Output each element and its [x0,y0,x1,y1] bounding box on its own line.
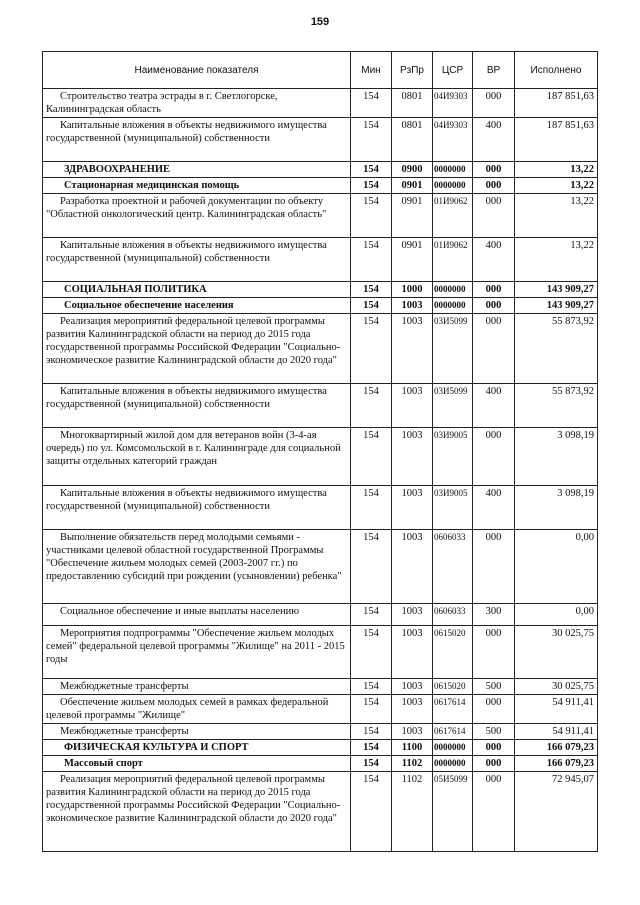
cell-csr: 0617614 [433,695,473,724]
cell-min: 154 [351,530,392,604]
cell-csr: 0000000 [433,740,473,756]
cell-rzpr: 1102 [392,756,433,772]
cell-csr: 01И9062 [433,238,473,282]
cell-min: 154 [351,384,392,428]
table-row [43,118,598,162]
cell-done: 13,22 [515,238,598,282]
cell-done: 166 079,23 [515,756,598,772]
cell-rzpr: 0801 [392,89,433,118]
cell-vr: 000 [473,626,515,679]
cell-rzpr: 1003 [392,384,433,428]
cell-name: Реализация мероприятий федеральной целевой программы развития Калининградской области на период до 2015 года государственной программы Российской Федерации "Социально-экономическое развитие Калининградской области до 2020 года" [43,772,351,852]
cell-rzpr: 0901 [392,194,433,238]
cell-csr: 0615020 [433,626,473,679]
table-row [43,740,598,756]
cell-done: 72 945,07 [515,772,598,852]
cell-vr: 500 [473,724,515,740]
cell-rzpr: 1003 [392,679,433,695]
cell-vr: 000 [473,89,515,118]
cell-vr: 400 [473,384,515,428]
cell-csr: 05И5099 [433,772,473,852]
cell-done: 0,00 [515,530,598,604]
cell-done: 187 851,63 [515,118,598,162]
cell-vr: 000 [473,178,515,194]
cell-csr: 04И9303 [433,89,473,118]
table-row [43,194,598,238]
cell-csr: 0000000 [433,298,473,314]
cell-rzpr: 1003 [392,530,433,604]
cell-name: Социальное обеспечение и иные выплаты населению [43,604,351,626]
cell-min: 154 [351,756,392,772]
cell-name: Капитальные вложения в объекты недвижимого имущества государственной (муниципальной) собственности [43,238,351,282]
cell-vr: 000 [473,298,515,314]
table-header-row [43,52,598,89]
cell-min: 154 [351,486,392,530]
cell-rzpr: 1003 [392,695,433,724]
cell-vr: 000 [473,740,515,756]
cell-vr: 400 [473,238,515,282]
cell-min: 154 [351,428,392,486]
table-row [43,314,598,384]
cell-name: Обеспечение жильем молодых семей в рамках федеральной целевой программы "Жилище" [43,695,351,724]
table-row [43,679,598,695]
cell-min: 154 [351,314,392,384]
cell-min: 154 [351,626,392,679]
cell-vr: 000 [473,162,515,178]
cell-min: 154 [351,724,392,740]
table-row [43,89,598,118]
cell-name: Выполнение обязательств перед молодыми семьями - участниками целевой областной государственной Программы "Обеспечение жильем молодых семей (2003-2007 гг.) по предоставлению субсидий при рождении (усыновлении) ребенка" [43,530,351,604]
cell-name: Массовый спорт [43,756,351,772]
cell-min: 154 [351,89,392,118]
cell-rzpr: 0901 [392,178,433,194]
cell-done: 54 911,41 [515,724,598,740]
cell-name: Капитальные вложения в объекты недвижимого имущества государственной (муниципальной) собственности [43,384,351,428]
cell-csr: 0000000 [433,282,473,298]
cell-done: 30 025,75 [515,626,598,679]
cell-vr: 000 [473,428,515,486]
table-row [43,772,598,852]
cell-rzpr: 1100 [392,740,433,756]
cell-name: Межбюджетные трансферты [43,724,351,740]
table-row [43,695,598,724]
cell-vr: 000 [473,695,515,724]
cell-name: Реализация мероприятий федеральной целевой программы развития Калининградской области на период до 2015 года государственной программы Российской Федерации "Социально-экономическое развитие Калининградской области до 2020 года" [43,314,351,384]
cell-done: 54 911,41 [515,695,598,724]
cell-csr: 03И5099 [433,384,473,428]
cell-name: Стационарная медицинская помощь [43,178,351,194]
cell-min: 154 [351,162,392,178]
cell-vr: 000 [473,282,515,298]
cell-min: 154 [351,178,392,194]
cell-name: Межбюджетные трансферты [43,679,351,695]
cell-name: Капитальные вложения в объекты недвижимого имущества государственной (муниципальной) собственности [43,486,351,530]
cell-vr: 500 [473,679,515,695]
cell-name: Разработка проектной и рабочей документации по объекту "Областной онкологический центр. Калининградская область" [43,194,351,238]
cell-csr: 03И5099 [433,314,473,384]
cell-rzpr: 1102 [392,772,433,852]
cell-min: 154 [351,282,392,298]
header-done: Исполнено [515,52,598,89]
cell-vr: 000 [473,194,515,238]
cell-rzpr: 1003 [392,486,433,530]
header-rzpr: РзПр [392,52,433,89]
cell-csr: 0617614 [433,724,473,740]
cell-rzpr: 1003 [392,626,433,679]
cell-name: Строительство театра эстрады в г. Светлогорске, Калининградская область [43,89,351,118]
cell-min: 154 [351,740,392,756]
cell-name: Капитальные вложения в объекты недвижимого имущества государственной (муниципальной) собственности [43,118,351,162]
cell-name: Многоквартирный жилой дом для ветеранов войн (3-4-ая очередь) по ул. Комсомольской в г. Калининграде для социальной защиты отдельных категорий граждан [43,428,351,486]
cell-csr: 03И9005 [433,486,473,530]
cell-csr: 03И9005 [433,428,473,486]
table-row [43,530,598,604]
cell-done: 187 851,63 [515,89,598,118]
cell-min: 154 [351,238,392,282]
cell-min: 154 [351,695,392,724]
cell-done: 13,22 [515,162,598,178]
header-csr: ЦСР [433,52,473,89]
cell-vr: 300 [473,604,515,626]
cell-done: 13,22 [515,178,598,194]
cell-rzpr: 0801 [392,118,433,162]
cell-name: Мероприятия подпрограммы "Обеспечение жильем молодых семей" федеральной целевой программы "Жилище" на 2011 - 2015 годы [43,626,351,679]
cell-done: 13,22 [515,194,598,238]
cell-vr: 000 [473,772,515,852]
cell-csr: 04И9303 [433,118,473,162]
cell-name: Социальное обеспечение населения [43,298,351,314]
cell-rzpr: 0900 [392,162,433,178]
cell-done: 3 098,19 [515,486,598,530]
cell-vr: 400 [473,486,515,530]
table-row [43,384,598,428]
table-row [43,298,598,314]
table-row [43,162,598,178]
header-min: Мин [351,52,392,89]
cell-csr: 0000000 [433,178,473,194]
cell-done: 3 098,19 [515,428,598,486]
table-row [43,178,598,194]
cell-min: 154 [351,298,392,314]
cell-rzpr: 1003 [392,314,433,384]
cell-vr: 000 [473,530,515,604]
table-row [43,486,598,530]
cell-csr: 01И9062 [433,194,473,238]
cell-done: 143 909,27 [515,282,598,298]
cell-csr: 0000000 [433,756,473,772]
cell-rzpr: 1003 [392,724,433,740]
table-body [43,89,598,852]
cell-rzpr: 1003 [392,298,433,314]
table-row [43,428,598,486]
cell-name: ФИЗИЧЕСКАЯ КУЛЬТУРА И СПОРТ [43,740,351,756]
cell-min: 154 [351,772,392,852]
cell-rzpr: 0901 [392,238,433,282]
cell-done: 0,00 [515,604,598,626]
cell-done: 143 909,27 [515,298,598,314]
cell-done: 55 873,92 [515,384,598,428]
cell-csr: 0606033 [433,530,473,604]
cell-name: ЗДРАВООХРАНЕНИЕ [43,162,351,178]
table-row [43,756,598,772]
budget-table [42,51,598,852]
table-row [43,724,598,740]
header-name: Наименование показателя [43,52,351,89]
table-row [43,604,598,626]
cell-done: 55 873,92 [515,314,598,384]
cell-done: 166 079,23 [515,740,598,756]
cell-csr: 0606033 [433,604,473,626]
cell-rzpr: 1003 [392,428,433,486]
table-row [43,626,598,679]
cell-name: СОЦИАЛЬНАЯ ПОЛИТИКА [43,282,351,298]
cell-rzpr: 1003 [392,604,433,626]
cell-min: 154 [351,194,392,238]
table-row [43,238,598,282]
table-row [43,282,598,298]
cell-vr: 400 [473,118,515,162]
cell-rzpr: 1000 [392,282,433,298]
cell-done: 30 025,75 [515,679,598,695]
cell-min: 154 [351,679,392,695]
cell-min: 154 [351,604,392,626]
page-number: 159 [310,16,330,28]
cell-vr: 000 [473,756,515,772]
cell-csr: 0615020 [433,679,473,695]
cell-vr: 000 [473,314,515,384]
cell-csr: 0000000 [433,162,473,178]
cell-min: 154 [351,118,392,162]
header-vr: ВР [473,52,515,89]
